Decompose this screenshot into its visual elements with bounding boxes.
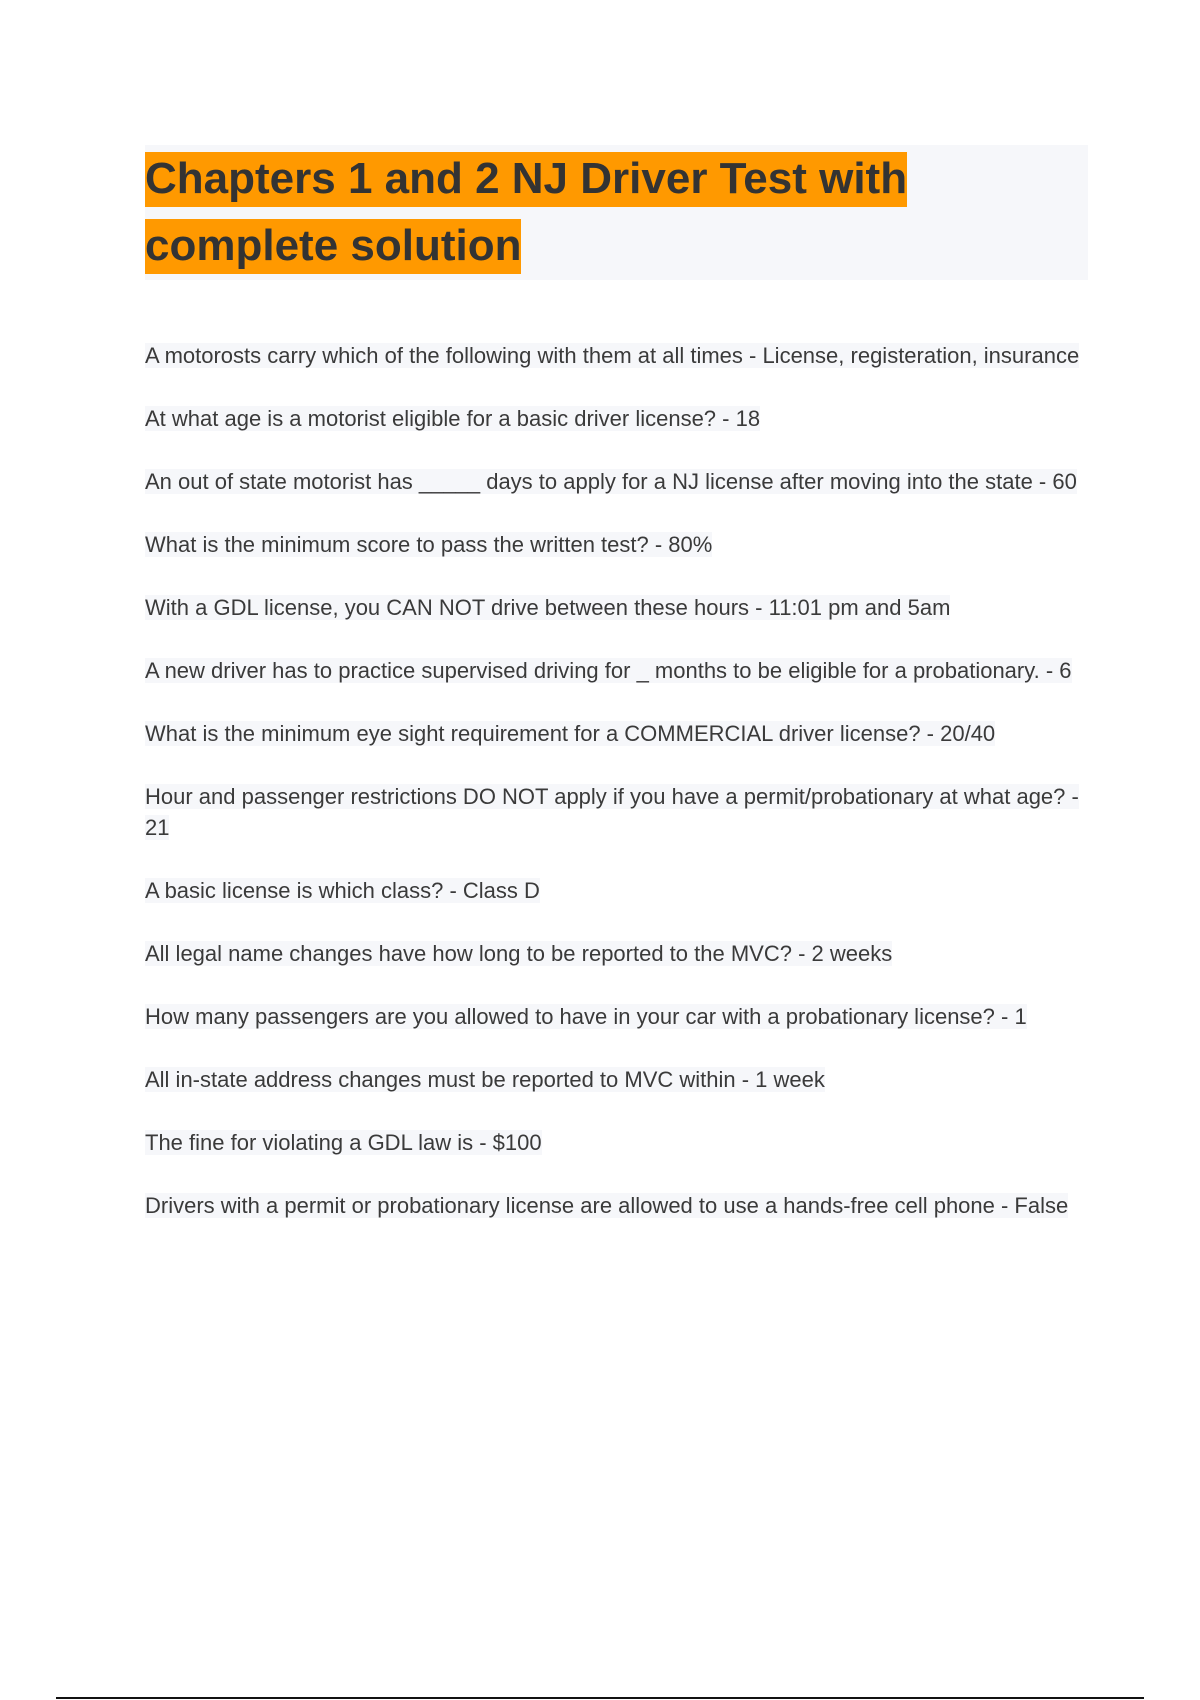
- list-item: [145, 1190, 1095, 1221]
- document-title: [145, 145, 1088, 279]
- list-item: [145, 875, 1095, 906]
- qa-text: Hour and passenger restrictions DO NOT apply if you have a permit/probationary at what age? - 21: [145, 784, 1079, 840]
- qa-text: With a GDL license, you CAN NOT drive between these hours - 11:01 pm and 5am: [145, 595, 951, 620]
- qa-text: A new driver has to practice supervised driving for _ months to be eligible for a probationary. - 6: [145, 658, 1072, 683]
- title-block: [145, 145, 1088, 280]
- qa-text: All legal name changes have how long to be reported to the MVC? - 2 weeks: [145, 941, 893, 966]
- qa-text: All in-state address changes must be reported to MVC within - 1 week: [145, 1067, 825, 1092]
- qa-text: A basic license is which class? - Class D: [145, 878, 540, 903]
- list-item: [145, 938, 1095, 969]
- qa-text: What is the minimum score to pass the written test? - 80%: [145, 532, 713, 557]
- title-line-1: Chapters 1 and 2 NJ Driver Test with: [145, 152, 907, 207]
- title-line-2: complete solution: [145, 219, 521, 274]
- list-item: [145, 466, 1095, 497]
- list-item: [145, 1064, 1095, 1095]
- list-item: [145, 718, 1095, 749]
- question-answer-list: [145, 340, 1095, 1253]
- list-item: [145, 655, 1095, 686]
- page-bottom-rule: [56, 1697, 1144, 1699]
- list-item: [145, 529, 1095, 560]
- qa-text: How many passengers are you allowed to have in your car with a probationary license? - 1: [145, 1004, 1027, 1029]
- list-item: [145, 592, 1095, 623]
- qa-text: Drivers with a permit or probationary license are allowed to use a hands-free cell phone - False: [145, 1193, 1069, 1218]
- qa-text: At what age is a motorist eligible for a basic driver license? - 18: [145, 406, 761, 431]
- qa-text: An out of state motorist has _____ days to apply for a NJ license after moving into the state - 60: [145, 469, 1077, 494]
- list-item: [145, 403, 1095, 434]
- qa-text: The fine for violating a GDL law is - $100: [145, 1130, 542, 1155]
- qa-text: A motorosts carry which of the following with them at all times - License, registeration, insurance: [145, 343, 1080, 368]
- list-item: [145, 1127, 1095, 1158]
- qa-text: What is the minimum eye sight requirement for a COMMERCIAL driver license? - 20/40: [145, 721, 996, 746]
- list-item: [145, 781, 1095, 843]
- list-item: [145, 1001, 1095, 1032]
- list-item: [145, 340, 1095, 371]
